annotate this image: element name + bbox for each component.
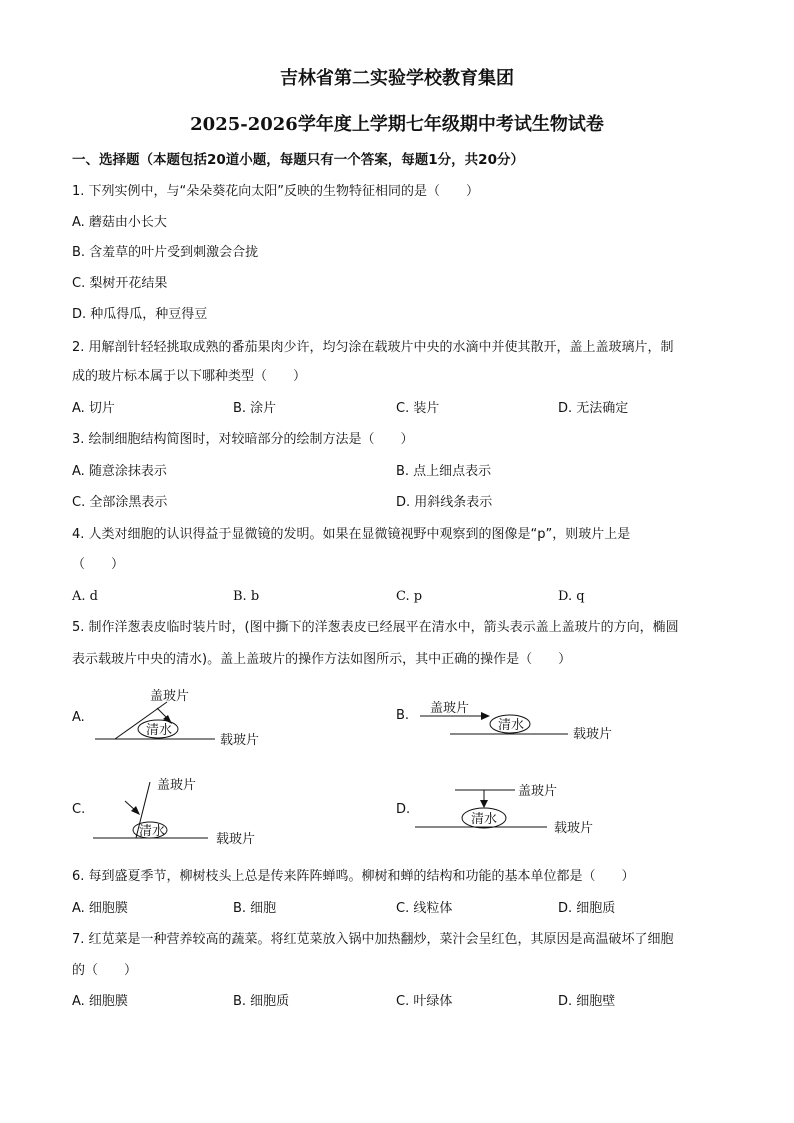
q5-option-b[interactable]: B. bbox=[396, 708, 410, 723]
question-3-stem: 3. 绘制细胞结构简图时，对较暗部分的绘制方法是（ ） bbox=[72, 432, 414, 447]
q2-option-a[interactable]: A. 切片 bbox=[72, 401, 115, 416]
fig-d-water-label: 清水 bbox=[471, 812, 498, 827]
question-4-stem-line1: 4. 人类对细胞的认识得益于显微镜的发明。如果在显微镜视野中观察到的图像是“p”，则玻片上是 bbox=[72, 527, 631, 542]
q7-option-c[interactable]: C. 叶绿体 bbox=[396, 994, 453, 1009]
fig-b-slide-label: 载玻片 bbox=[573, 727, 613, 742]
q6-option-a[interactable]: A. 细胞膜 bbox=[72, 901, 128, 916]
fig-d-cover-label: 盖玻片 bbox=[518, 784, 558, 799]
q2-option-b[interactable]: B. 涂片 bbox=[233, 401, 277, 416]
exam-title: 2025-2026学年度上学期七年级期中考试生物试卷 bbox=[190, 114, 604, 135]
fig-a-water-label: 清水 bbox=[146, 723, 173, 738]
q7-option-a[interactable]: A. 细胞膜 bbox=[72, 994, 128, 1009]
question-7-stem-line2: 的（ ） bbox=[72, 963, 138, 978]
q5-option-d[interactable]: D. bbox=[396, 802, 411, 817]
question-5-stem-line2: 表示载玻片中央的清水)。盖上盖玻片的操作方法如图所示，其中正确的操作是（ ） bbox=[72, 652, 572, 667]
q1-option-c[interactable]: C. 梨树开花结果 bbox=[72, 276, 168, 291]
q3-option-c[interactable]: C. 全部涂黑表示 bbox=[72, 495, 168, 510]
fig-a-slide-label: 载玻片 bbox=[220, 733, 260, 748]
q7-option-d[interactable]: D. 细胞壁 bbox=[558, 994, 616, 1009]
fig-c-water-label: 清水 bbox=[139, 824, 166, 839]
question-2-stem-line1: 2. 用解剖针轻轻挑取成熟的番茄果肉少许，均匀涂在载玻片中央的水滴中并使其散开，盖上盖玻璃片，制 bbox=[72, 340, 674, 355]
question-7-stem-line1: 7. 红苋菜是一种营养较高的蔬菜。将红苋菜放入锅中加热翻炒，菜汁会呈红色，其原因是高温破坏了细胞 bbox=[72, 932, 674, 947]
fig-b-water-label: 清水 bbox=[498, 718, 525, 733]
q2-option-c[interactable]: C. 装片 bbox=[396, 401, 440, 416]
question-4-stem-line2: （ ） bbox=[72, 557, 125, 572]
q7-option-b[interactable]: B. 细胞质 bbox=[233, 994, 290, 1009]
figure-b-coverslip-diagram bbox=[420, 695, 630, 750]
question-1-stem: 1. 下列实例中，与“朵朵葵花向太阳”反映的生物特征相同的是（ ） bbox=[72, 184, 480, 199]
q5-option-c[interactable]: C. bbox=[72, 802, 86, 817]
q4-option-a[interactable]: A. d bbox=[72, 589, 98, 604]
fig-c-cover-label: 盖玻片 bbox=[157, 778, 197, 793]
q5-option-a[interactable]: A. bbox=[72, 710, 85, 725]
fig-b-cover-label: 盖玻片 bbox=[430, 701, 470, 716]
section-heading: 一、选择题（本题包括20道小题，每题只有一个答案，每题1分，共20分） bbox=[72, 152, 524, 168]
fig-d-slide-label: 载玻片 bbox=[554, 821, 594, 836]
q6-option-c[interactable]: C. 线粒体 bbox=[396, 901, 453, 916]
school-title: 吉林省第二实验学校教育集团 bbox=[280, 68, 514, 89]
question-2-stem-line2: 成的玻片标本属于以下哪种类型（ ） bbox=[72, 369, 307, 384]
q1-option-b[interactable]: B. 含羞草的叶片受到刺激会合拢 bbox=[72, 245, 259, 260]
q3-option-b[interactable]: B. 点上细点表示 bbox=[396, 464, 492, 479]
q4-option-c[interactable]: C. p bbox=[396, 589, 423, 604]
fig-c-slide-label: 载玻片 bbox=[216, 832, 256, 847]
question-6-stem: 6. 每到盛夏季节，柳树枝头上总是传来阵阵蝉鸣。柳树和蝉的结构和功能的基本单位都是（ ） bbox=[72, 869, 635, 884]
figure-a-coverslip-diagram bbox=[90, 682, 280, 757]
q1-option-a[interactable]: A. 蘑菇由小长大 bbox=[72, 215, 167, 230]
fig-a-cover-label: 盖玻片 bbox=[150, 689, 190, 704]
q4-option-b[interactable]: B. b bbox=[233, 589, 260, 604]
q3-option-a[interactable]: A. 随意涂抹表示 bbox=[72, 464, 167, 479]
figure-c-coverslip-diagram bbox=[90, 770, 280, 848]
q6-option-b[interactable]: B. 细胞 bbox=[233, 901, 277, 916]
figure-d-coverslip-diagram bbox=[415, 778, 625, 836]
q2-option-d[interactable]: D. 无法确定 bbox=[558, 401, 629, 416]
question-5-stem-line1: 5. 制作洋葱表皮临时装片时，(图中撕下的洋葱表皮已经展平在清水中，箭头表示盖上盖玻片的方向，椭圆 bbox=[72, 620, 679, 635]
q1-option-d[interactable]: D. 种瓜得瓜，种豆得豆 bbox=[72, 307, 208, 322]
q3-option-d[interactable]: D. 用斜线条表示 bbox=[396, 495, 493, 510]
q4-option-d[interactable]: D. q bbox=[558, 589, 585, 604]
q6-option-d[interactable]: D. 细胞质 bbox=[558, 901, 616, 916]
